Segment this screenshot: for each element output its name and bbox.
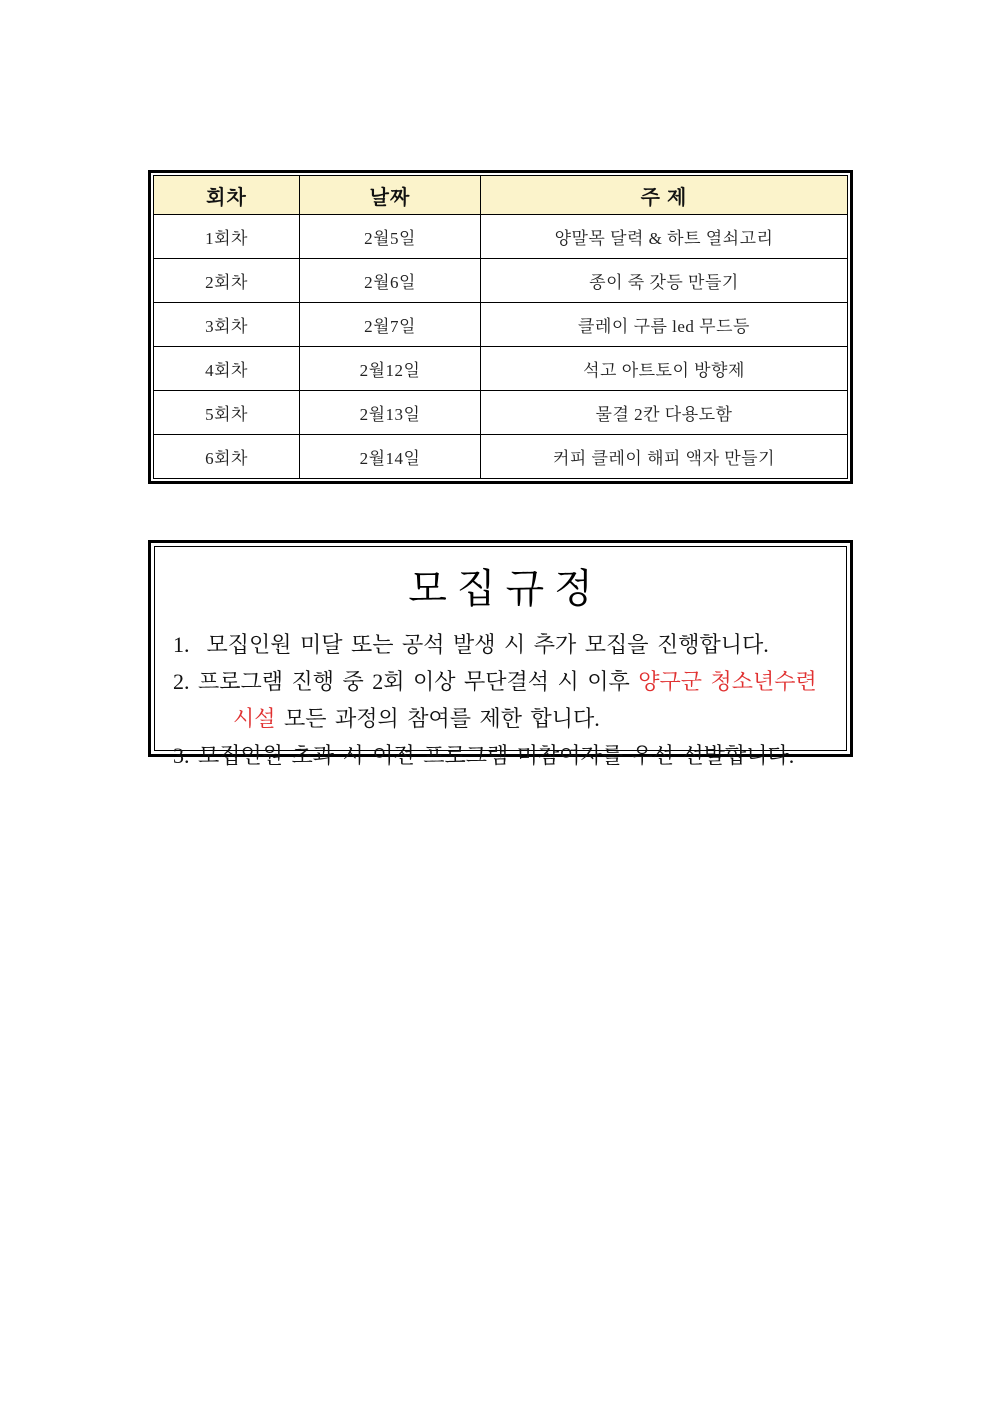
notice-item-3: 3. 모집인원 초과 시 이전 프로그램 미참여자를 우선 선발합니다. [173,743,795,768]
notice-box-inner [154,546,847,768]
notice-item-2-red-text: 양구군 청소년수련 [638,669,817,694]
table-row [154,215,848,259]
notice-item-2 [173,663,828,737]
table-row [154,303,848,347]
topic-cell: 클레이 구름 led 무드등 [481,303,848,347]
notice-item-2-continuation [203,706,600,731]
date-cell: 2월6일 [300,259,481,303]
date-cell: 2월14일 [300,435,481,479]
notice-box [148,540,853,768]
session-cell: 6회차 [154,435,300,479]
table-row [154,259,848,303]
table-header-row [154,176,848,215]
table-row [154,347,848,391]
session-cell: 3회차 [154,303,300,347]
topic-cell: 석고 아트토이 방향제 [481,347,848,391]
session-cell: 1회차 [154,215,300,259]
schedule-table-grid [153,175,848,479]
header-session: 회차 [154,176,300,215]
topic-cell: 물결 2칸 다용도함 [481,391,848,435]
notice-item-2-text: 2. 프로그램 진행 중 2회 이상 무단결석 시 이후 [173,669,639,694]
notice-title: 모 집 규 정 [408,566,593,611]
topic-cell: 종이 죽 갓등 만들기 [481,259,848,303]
session-cell: 2회차 [154,259,300,303]
notice-item-2-text: 모든 과정의 참여를 제한 합니다. [275,706,600,731]
topic-cell: 커피 클레이 해피 액자 만들기 [481,435,848,479]
date-cell: 2월13일 [300,391,481,435]
header-topic: 주 제 [481,176,848,215]
date-cell: 2월7일 [300,303,481,347]
table-row [154,435,848,479]
notice-item-1: 1. 모집인원 미달 또는 공석 발생 시 추가 모집을 진행합니다. [173,632,769,657]
notice-item-2-red-text: 시설 [233,706,276,731]
schedule-table [148,170,853,484]
topic-cell: 양말목 달력 & 하트 열쇠고리 [481,215,848,259]
date-cell: 2월5일 [300,215,481,259]
session-cell: 5회차 [154,391,300,435]
header-date: 날짜 [300,176,481,215]
table-row [154,391,848,435]
session-cell: 4회차 [154,347,300,391]
notice-items [169,626,832,774]
date-cell: 2월12일 [300,347,481,391]
